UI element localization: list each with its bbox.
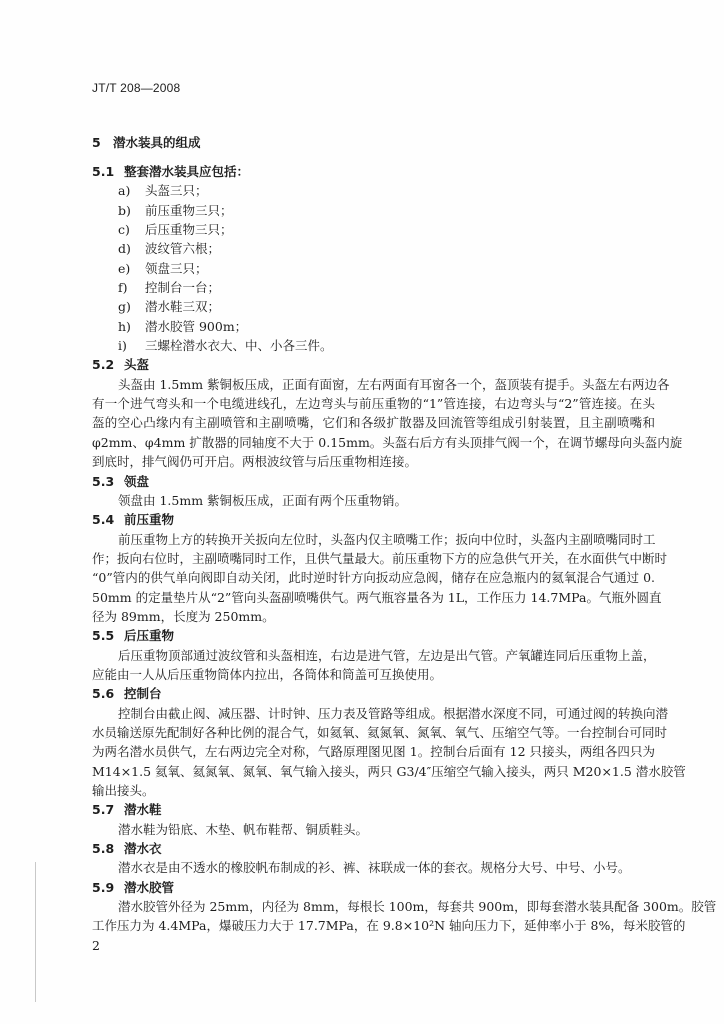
clause-number: 5.1 bbox=[92, 164, 115, 179]
clause-number: 5.7 bbox=[92, 802, 115, 818]
document-body bbox=[92, 162, 717, 936]
clause-heading-5-2 bbox=[92, 355, 655, 374]
paragraph-line: 径为 89mm，长度为 250mm。 bbox=[92, 608, 275, 624]
clause-title: 领盘 bbox=[124, 473, 150, 489]
clause-heading-5-9 bbox=[92, 878, 655, 897]
clause-number: 5.9 bbox=[92, 879, 115, 895]
paragraph-line: φ2mm、φ4mm 扩散器的同轴度不大于 0.15mm。头盔右后方有头顶排气阀一个，在调节螺母向头盔内旋 bbox=[92, 434, 683, 450]
list-item-label: g) bbox=[118, 299, 131, 315]
paragraph-line: 工作压力为 4.4MPa，爆破压力大于 17.7MPa，在 9.8×10²N 轴向压力下，延伸率小于 8%，每米胶管的 bbox=[92, 918, 686, 934]
list-item bbox=[92, 317, 655, 336]
paragraph-line: 有一个进气弯头和一个电缆进线孔，左边弯头与前压重物的“1”管连接，右边弯头与“2”管连接。在头 bbox=[92, 396, 655, 412]
paragraph-line: 领盘由 1.5mm 紫铜板压成，正面有两个压重物销。 bbox=[118, 492, 408, 508]
clause-heading-5-3 bbox=[92, 472, 655, 491]
list-item-label: e) bbox=[118, 260, 131, 276]
clause-number: 5.2 bbox=[92, 357, 115, 373]
clause-number: 5.8 bbox=[92, 841, 115, 857]
paragraph-line: 潜水胶管外径为 25mm，内径为 8mm，每根长 100m，每套共 900m，即每套潜水装具配备 300m。胶管 bbox=[118, 899, 717, 915]
list-item-label: c) bbox=[118, 222, 130, 238]
paragraph-line: 水员输送原先配制好各种比例的混合气，如氦氧、氦氮氧、氮氧、氧气、压缩空气等。一台控制台可同时 bbox=[92, 724, 668, 740]
paragraph-line: “0”管内的供气单向阀即自动关闭，此时逆时针方向扳动应急阀，储存在应急瓶内的氦氧混合气通过 0. bbox=[92, 570, 655, 586]
clause-title: 潜水衣 bbox=[124, 841, 162, 857]
paragraph-line: 潜水衣是由不透水的橡胶帆布制成的衫、裤、袜联成一体的套衣。规格分大号、中号、小号。 bbox=[118, 860, 631, 876]
paragraph-line: 到底时，排气阀仍可开启。两根波纹管与后压重物相连接。 bbox=[92, 454, 418, 470]
paragraph-line: 应能由一人从后压重物筒体内拉出，各筒体和筒盖可互换使用。 bbox=[92, 666, 443, 682]
list-item bbox=[92, 181, 655, 200]
section-title: 潜水装具的组成 bbox=[113, 135, 201, 150]
list-item-text: 领盘三只； bbox=[145, 260, 208, 276]
clause-title: 控制台 bbox=[124, 686, 162, 702]
clause-title: 整套潜水装具应包括： bbox=[124, 164, 250, 179]
list-item-text: 控制台一台； bbox=[145, 280, 221, 296]
paragraph-line: 输出接头。 bbox=[92, 783, 155, 798]
paragraph-line: 控制台由截止阀、减压器、计时钟、压力表及管路等组成。根据潜水深度不同，可通过阀的转换向潜 bbox=[118, 705, 669, 721]
clause-number: 5.5 bbox=[92, 628, 115, 644]
paragraph-line: 头盔由 1.5mm 紫铜板压成，正面有面窗，左右两面有耳窗各一个，盔顶装有提手。头盔左右两边各 bbox=[118, 376, 670, 392]
standard-code-header: JT/T 208—2008 bbox=[92, 81, 181, 95]
list-item-text: 头盔三只； bbox=[145, 183, 208, 199]
paragraph-line: 50mm 的定量垫片从“2”管向头盔副喷嘴供气。两气瓶容量各为 1L，工作压力 14.7MPa。气瓶外圆直 bbox=[92, 589, 662, 605]
clause-title: 头盔 bbox=[124, 357, 150, 373]
list-item-label: a) bbox=[118, 183, 131, 199]
list-item bbox=[92, 297, 655, 316]
list-item-label: d) bbox=[118, 241, 131, 257]
clause-number: 5.6 bbox=[92, 686, 115, 702]
list-item bbox=[92, 259, 655, 278]
section-heading bbox=[92, 133, 201, 153]
paragraph-line: M14×1.5 氦氧、氦氮氧、氮氧、氧气输入接头，两只 G3/4″压缩空气输入接头，两只 M20×1.5 潜水胶管 bbox=[92, 763, 686, 779]
list-item-label: b) bbox=[118, 202, 131, 218]
paragraph-line: 前压重物上方的转换开关扳向左位时，头盔内仅主喷嘴工作；扳向中位时，头盔内主副喷嘴同时工 bbox=[118, 531, 656, 547]
clause-number: 5.3 bbox=[92, 473, 115, 489]
list-item-text: 潜水胶管 900m； bbox=[145, 318, 248, 334]
clause-heading-5-8 bbox=[92, 839, 655, 858]
list-item-text: 波纹管六根； bbox=[145, 241, 221, 257]
clause-heading-5-1 bbox=[92, 162, 655, 181]
list-item bbox=[92, 336, 655, 355]
clause-title: 潜水胶管 bbox=[124, 879, 175, 895]
list-item bbox=[92, 201, 655, 220]
list-item-label: h) bbox=[118, 318, 131, 334]
list-item-text: 前压重物三只； bbox=[145, 202, 233, 218]
clause-heading-5-7 bbox=[92, 800, 655, 819]
list-item-text: 后压重物三只； bbox=[145, 222, 233, 238]
scan-margin-line bbox=[35, 862, 36, 1002]
list-item-label: i) bbox=[118, 338, 127, 354]
clause-heading-5-6 bbox=[92, 684, 655, 703]
paragraph-line: 为两名潜水员供气，左右两边完全对称，气路原理图见图 1。控制台后面有 12 只接头，两组各四只为 bbox=[92, 744, 655, 760]
paragraph-line: 盔的空心凸缘内有主副喷管和主副喷嘴，它们和各级扩散器及回流管等组成引射装置，且主副喷嘴和 bbox=[92, 415, 655, 431]
clause-heading-5-5 bbox=[92, 626, 655, 645]
paragraph-line: 潜水鞋为铅底、木垫、帆布鞋帮、铜质鞋头。 bbox=[118, 821, 369, 837]
clause-number: 5.4 bbox=[92, 512, 115, 528]
list-item bbox=[92, 220, 655, 239]
list-item-text: 三螺栓潜水衣大、中、小各三件。 bbox=[145, 338, 333, 354]
clause-title: 前压重物 bbox=[124, 512, 175, 528]
page-number: 2 bbox=[92, 938, 100, 953]
list-item-label: f) bbox=[118, 280, 128, 296]
list-item bbox=[92, 278, 655, 297]
clause-title: 后压重物 bbox=[124, 628, 175, 644]
list-item bbox=[92, 239, 655, 258]
clause-heading-5-4 bbox=[92, 510, 655, 529]
section-number: 5 bbox=[92, 135, 101, 150]
clause-title: 潜水鞋 bbox=[124, 802, 162, 818]
paragraph-line: 后压重物顶部通过波纹管和头盔相连，右边是进气管，左边是出气管。产氧罐连同后压重物上盖， bbox=[118, 647, 656, 663]
list-item-text: 潜水鞋三双； bbox=[145, 299, 221, 315]
paragraph-line: 作；扳向右位时，主副喷嘴同时工作，且供气量最大。前压重物下方的应急供气开关，在水面供气中断时 bbox=[92, 550, 668, 566]
